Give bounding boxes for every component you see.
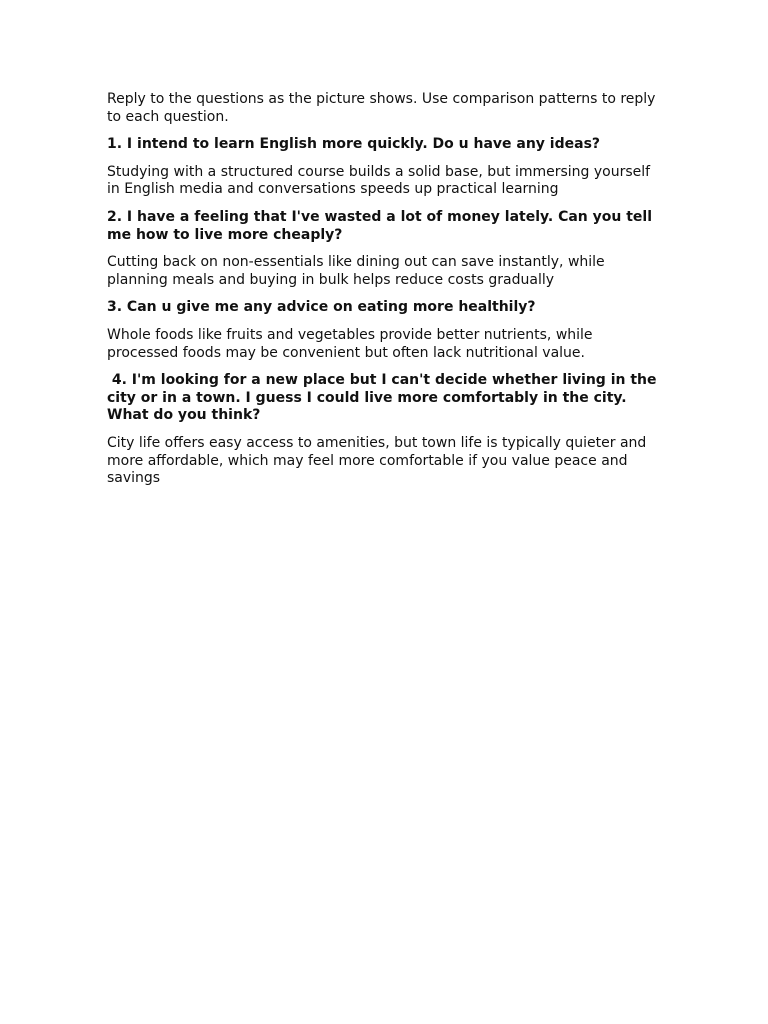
answer-2: Cutting back on non-essentials like dining out can save instantly, while planning meals and buying in bulk helps reduce costs gradually xyxy=(107,254,605,288)
answer-1: Studying with a structured course builds a solid base, but immersing yourself in English media and conversations speeds up practical learning xyxy=(107,163,651,198)
question-1: 1. I intend to learn English more quickly. Do u have any ideas? xyxy=(107,136,601,153)
answer-4: City life offers easy access to amenities, but town life is typically quieter and more affordable, which may feel more comfortable if you value peace and savings xyxy=(107,434,647,487)
question-2: 2. I have a feeling that I've wasted a lot of money lately. Can you tell me how to live more cheaply? xyxy=(107,208,653,243)
question-4: 4. I'm looking for a new place but I can't decide whether living in the city or in a town. I guess I could live more comfortably in the city. What do you think? xyxy=(107,372,662,424)
answer-3: Whole foods like fruits and vegetables provide better nutrients, while processed foods may be convenient but often lack nutritional value. xyxy=(107,326,593,361)
question-3: 3. Can u give me any advice on eating more healthily? xyxy=(107,299,536,316)
document-page xyxy=(107,91,663,498)
instructions-text: Reply to the questions as the picture shows. Use comparison patterns to reply to each question. xyxy=(107,91,656,125)
